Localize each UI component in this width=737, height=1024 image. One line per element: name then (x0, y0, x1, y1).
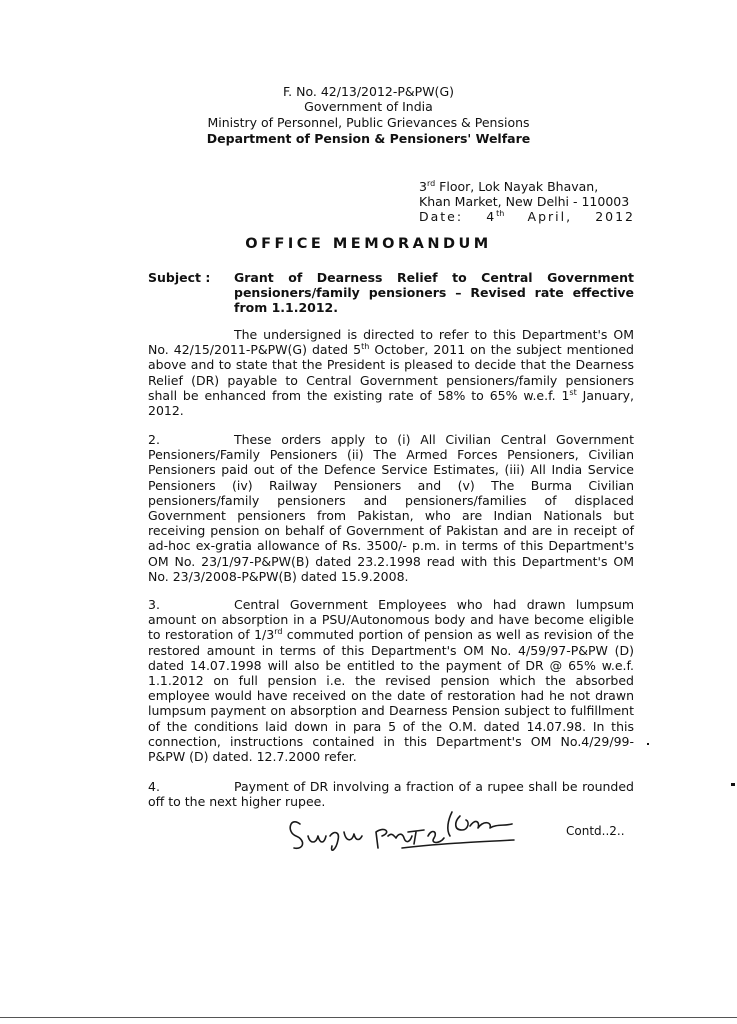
paragraph-4: 4. Payment of DR involving a fraction of a rupee shall be rounded off to the next higher rupee. (148, 779, 634, 810)
floor-superscript: rd (426, 178, 436, 188)
p3-number: 3. (148, 597, 160, 612)
department-line: Department of Pension & Pensioners' Welfare (206, 131, 531, 146)
p2-number: 2. (148, 432, 160, 447)
paragraph-3: 3. Central Government Employees who had drawn lumpsum amount on absorption in a PSU/Autonomous body and have become eligible to restoration of 1/3rd commuted portion of pension as well as revision of the restored amount in terms of this Department's OM No. 4/59/97-P&PW (D) dated 14.07.1998 will also be entitled to the payment of DR @ 65% w.e.f. 1.1.2012 on full pension i.e. the revised pension which the absorbed employee would have received on the date of restoration had he not drawn lumpsum payment on absorption and Dearness Pension subject to fulfillment of the conditions laid down in para 5 of the O.M. dated 14.07.98. In this connection, instructions contained in this Department's OM No.4/29/99-P&PW (D) dated. 12.7.2000 refer. (148, 597, 634, 765)
memo-title: OFFICE MEMORANDUM (245, 236, 492, 252)
date-label: Date: (419, 209, 464, 224)
date-superscript: th (496, 208, 505, 218)
government-line: Government of India (304, 99, 433, 114)
date-line (419, 209, 635, 224)
ministry-line: Ministry of Personnel, Public Grievances & Pensions (207, 115, 530, 130)
p3-superscript: rd (274, 627, 283, 637)
continued-note: Contd..2.. (566, 824, 625, 838)
date-month: April, (527, 209, 573, 224)
address-line-1-rest: Floor, Lok Nayak Bhavan, (435, 179, 599, 194)
scan-speck (731, 783, 735, 786)
date-year: 2012 (595, 209, 635, 224)
p1-superscript-1: th (361, 342, 370, 352)
subject-text: Grant of Dearness Relief to Central Government pensioners/family pensioners – Revised rate effective from 1.1.2012. (234, 270, 634, 315)
signature (284, 802, 524, 860)
floor-number: 3 (419, 179, 427, 194)
address-line-1 (419, 179, 635, 194)
subject-label: Subject : (148, 270, 211, 285)
p4-number: 4. (148, 779, 160, 794)
date-day: 4th (486, 208, 505, 224)
p1-superscript-2: st (569, 387, 577, 397)
address-line-2: Khan Market, New Delhi - 110003 (419, 194, 630, 209)
paragraph-1: The undersigned is directed to refer to this Department's OM No. 42/15/2011-P&PW(G) dated 5th October, 2011 on the subject mentioned above and to state that the President is pleased to decide that the Dearness Relief (DR) payable to Central Government pensioners/family pensioners shall be enhanced from the existing rate of 58% to 65% w.e.f. 1st January, 2012. (148, 327, 634, 419)
scan-speck (647, 743, 649, 745)
bottom-edge-line (0, 1017, 737, 1018)
paragraph-2: 2. These orders apply to (i) All Civilian Central Government Pensioners/Family Pensioners (ii) The Armed Forces Pensioners, Civilian Pensioners paid out of the Defence Service Estimates, (iii) All India Service Pensioners (iv) Railway Pensioners and (v) The Burma Civilian pensioners/family pensioners and pensioners/families of displaced Government pensioners from Pakistan, who are Indian Nationals but receiving pension on behalf of Government of Pakistan and are in receipt of ad-hoc ex-gratia allowance of Rs. 3500/- p.m. in terms of this Department's OM No. 23/1/97-P&PW(B) dated 23.2.1998 read with this Department's OM No. 23/3/2008-P&PW(B) dated 15.9.2008. (148, 432, 634, 584)
file-number: F. No. 42/13/2012-P&PW(G) (282, 84, 455, 99)
